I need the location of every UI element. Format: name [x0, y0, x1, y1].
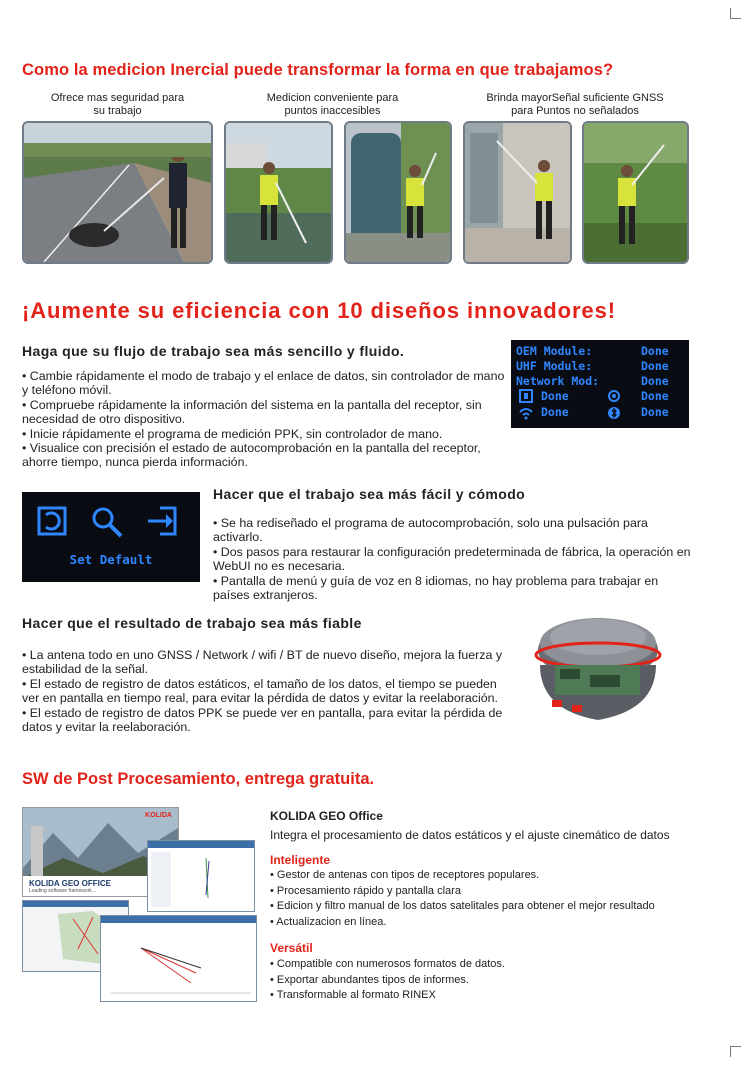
- status-screen: OEM Module: Done UHF Module: Done Network Mod: Done Done Done Done Done: [511, 340, 689, 428]
- list-item: • Edicion y filtro manual de los datos satelitales para obtener el mejor resultado: [270, 900, 655, 912]
- list-item: • Actualizacion en línea.: [270, 915, 387, 928]
- set-default-screen: Set Default: [22, 492, 200, 582]
- caption-gnss: Brinda mayorSeñal suficiente GNSS para Puntos no señalados: [486, 92, 664, 117]
- app-window: [147, 840, 255, 912]
- photo-road-survey: [22, 121, 213, 264]
- bullet: • Pantalla de menú y guía de voz en 8 idiomas, no hay problema para trabajar en países extranjeros.: [213, 573, 659, 603]
- list-item: • Gestor de antenas con tipos de receptores populares.: [270, 869, 540, 881]
- bullet: • La antena todo en uno GNSS / Network / wifi / BT de nuevo diseño, mejora la fuerza y estabilidad de la señal.: [22, 648, 503, 677]
- photo-pond-survey: [224, 121, 333, 264]
- block2-heading: Hacer que el trabajo sea más fácil y cómodo: [213, 486, 526, 502]
- bullet: • Se ha rediseñado el programa de autocomprobación, solo una pulsación para activarlo.: [213, 516, 648, 545]
- bullet: • Compruebe rápidamente la información del sistema en la pantalla del receptor, sin necesidad de otro dispositivo.: [22, 397, 482, 427]
- status-row: OEM Module:: [516, 344, 593, 358]
- product-subtitle: Integra el procesamiento de datos estáticos y el ajuste cinemático de datos: [270, 828, 670, 842]
- block3-heading: Hacer que el resultado de trabajo sea más fiable: [22, 615, 362, 631]
- gps-icon: [607, 389, 621, 403]
- section3-title: SW de Post Procesamiento, entrega gratuita.: [22, 770, 375, 788]
- section2-title: ¡Aumente su eficiencia con 10 diseños innovadores!: [22, 298, 616, 323]
- page-corner-top: [730, 8, 741, 19]
- group-inteligente-list: [270, 868, 730, 930]
- block3-bullets: [22, 648, 507, 734]
- search-icon: [90, 505, 124, 539]
- wifi-icon: [519, 406, 533, 420]
- photo-tank-survey: [344, 121, 452, 264]
- section1-title: Como la medicion Inercial puede transformar la forma en que trabajamos?: [22, 61, 614, 79]
- bullet: • Visualice con precisión el estado de autocomprobación en la pantalla del receptor, ahorre tiempo, nunca pierda información.: [22, 441, 481, 470]
- bullet: • El estado de registro de datos PPK se puede ver en pantalla, para evitar la pérdida de datos y evitar la reelaboración.: [22, 705, 503, 735]
- group-inteligente-heading: Inteligente: [270, 853, 331, 867]
- group-versatil-heading: Versátil: [270, 941, 313, 955]
- list-item: • Exportar abundantes tipos de informes.: [270, 973, 469, 986]
- bullet: • Dos pasos para restaurar la configuración predeterminada de fábrica, la operación en WebUI no es necesaria.: [213, 544, 691, 574]
- login-icon: [146, 505, 178, 537]
- bluetooth-icon: [607, 406, 621, 420]
- bullet: • El estado de registro de datos estáticos, el tamaño de los datos, el tiempo se pueden ver en pantalla en tiempo real, para evitar la pérdida de datos y evitar la reelaboración.: [22, 676, 498, 706]
- block1-heading: Haga que su flujo de trabajo sea más sencillo y fluido.: [22, 343, 405, 359]
- bullet: • Cambie rápidamente el modo de trabajo y el enlace de datos, sin controlador de mano y teléfono móvil.: [22, 369, 505, 398]
- block2-bullets: [213, 516, 693, 602]
- product-name: KOLIDA GEO Office: [270, 809, 383, 823]
- splash-window: KOLIDA KOLIDA GEO OFFICE Loading software framework...: [22, 807, 179, 897]
- return-icon: [36, 505, 68, 537]
- antenna-icon: [519, 389, 533, 403]
- list-item: • Transformable al formato RINEX: [270, 989, 436, 1001]
- list-item: • Compatible con numerosos formatos de datos.: [270, 958, 505, 970]
- caption-inaccessible: Medicion conveniente para puntos inaccesibles: [266, 92, 399, 117]
- caption-safety: Ofrece mas seguridad para su trabajo: [50, 92, 185, 117]
- software-screenshots: [22, 805, 255, 1000]
- photo-building-survey: [463, 121, 572, 264]
- graph-window: [100, 915, 257, 1002]
- block1-bullets: [22, 369, 507, 470]
- gnss-receiver-image: [530, 605, 665, 730]
- page-corner-bottom: [730, 1046, 741, 1057]
- bullet: • Inicie rápidamente el programa de medición PPK, sin controlador de mano.: [22, 426, 443, 441]
- photo-hedge-survey: [582, 121, 689, 264]
- group-versatil-list: [270, 957, 730, 1004]
- list-item: • Procesamiento rápido y pantalla clara: [270, 884, 461, 897]
